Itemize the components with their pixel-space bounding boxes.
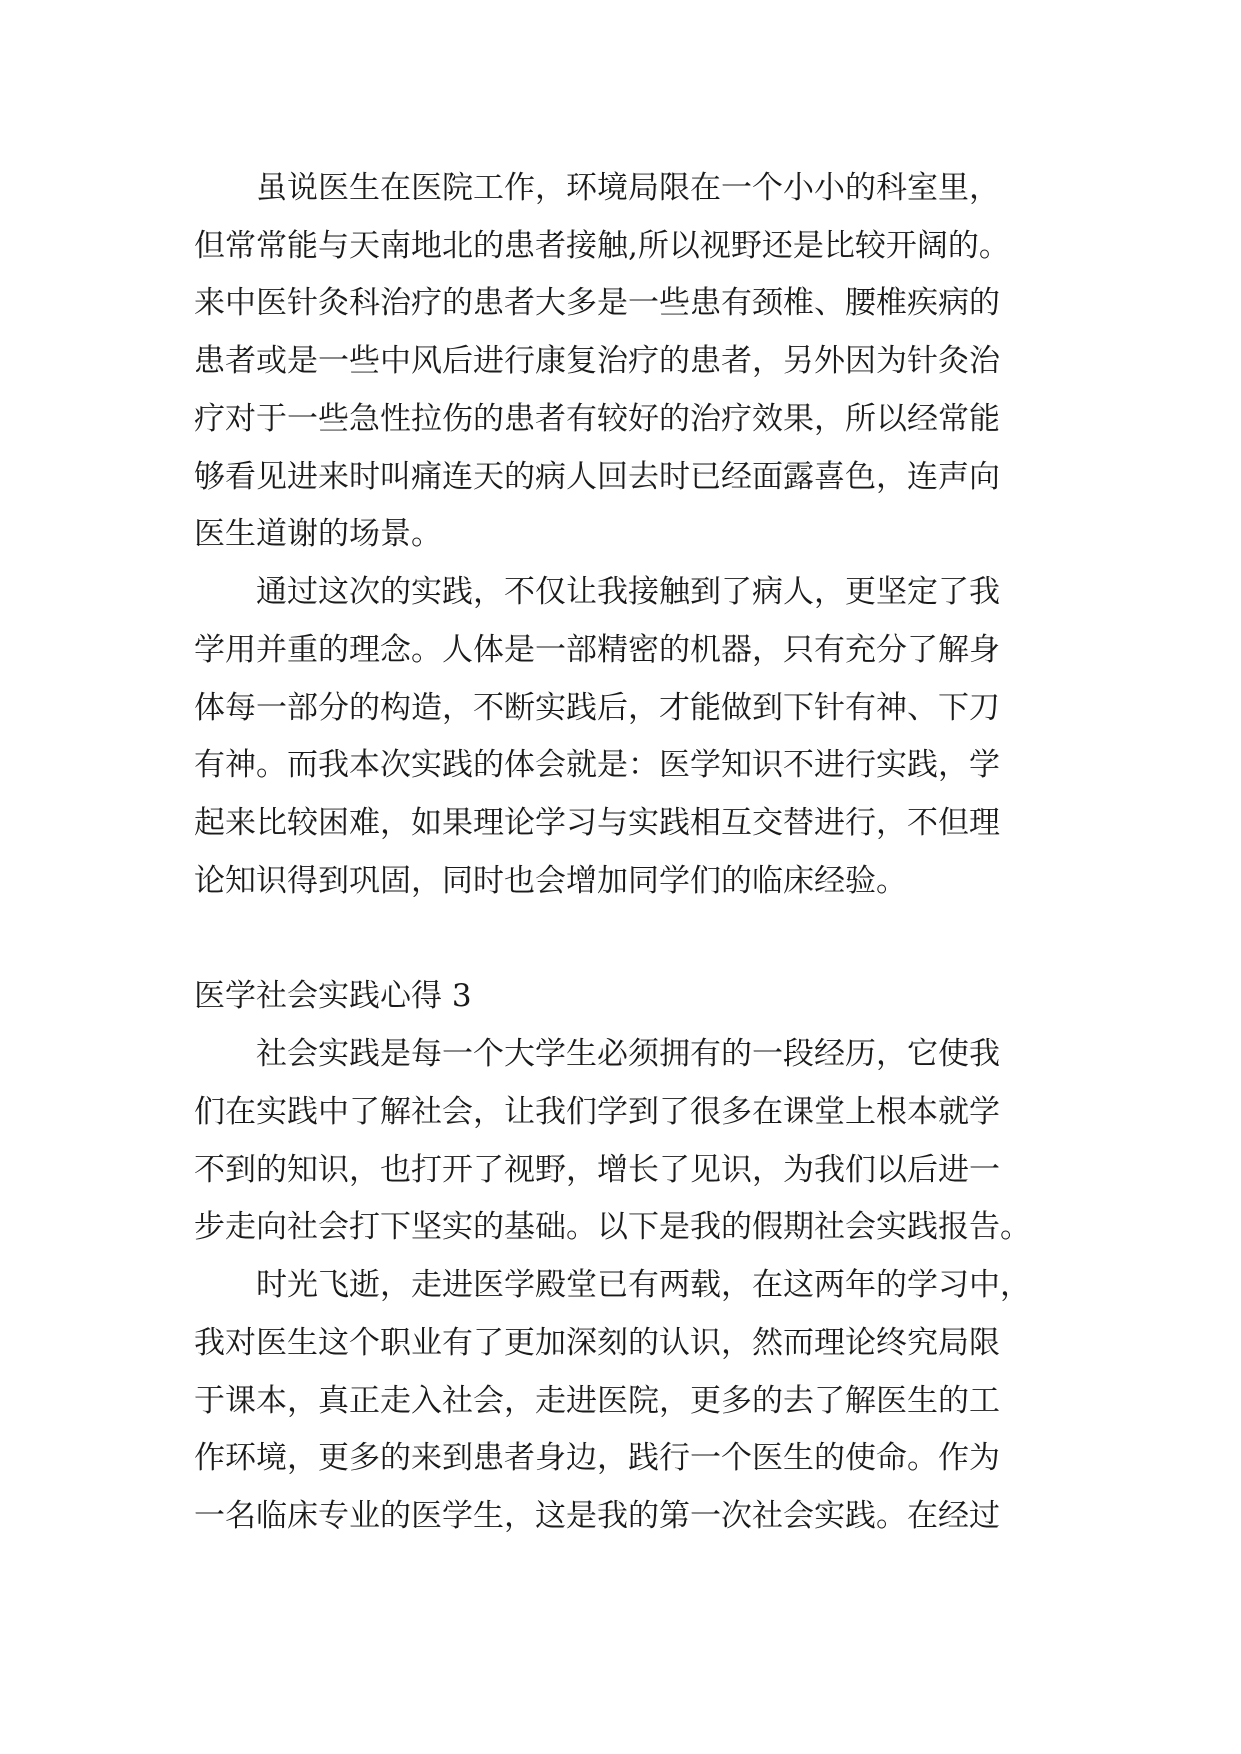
paragraph-1-line-3: 来中医针灸科治疗的患者大多是一些患有颈椎、腰椎疾病的 xyxy=(194,285,1000,321)
paragraph-2-line-5: 起来比较困难，如果理论学习与实践相互交替进行，不但理 xyxy=(194,805,1000,841)
paragraph-1-line-2: 但常常能与天南地北的患者接触,所以视野还是比较开阔的。 xyxy=(194,228,1010,264)
paragraph-4-line-3: 于课本，真正走入社会，走进医院，更多的去了解医生的工 xyxy=(194,1383,1000,1419)
paragraph-3-line-1: 社会实践是每一个大学生必须拥有的一段经历，它使我 xyxy=(256,1036,1000,1072)
paragraph-3-line-2: 们在实践中了解社会，让我们学到了很多在课堂上根本就学 xyxy=(194,1094,1000,1130)
paragraph-4-line-4: 作环境，更多的来到患者身边，践行一个医生的使命。作为 xyxy=(194,1440,1000,1476)
paragraph-1-line-7: 医生道谢的场景。 xyxy=(194,516,442,552)
paragraph-4-line-2: 我对医生这个职业有了更加深刻的认识，然而理论终究局限 xyxy=(194,1325,1000,1361)
paragraph-3-line-4: 步走向社会打下坚实的基础。以下是我的假期社会实践报告。 xyxy=(194,1209,1031,1245)
paragraph-1-line-5: 疗对于一些急性拉伤的患者有较好的治疗效果，所以经常能 xyxy=(194,401,1000,437)
paragraph-2-line-1: 通过这次的实践，不仅让我接触到了病人，更坚定了我 xyxy=(256,574,1000,610)
paragraph-3-line-3: 不到的知识，也打开了视野，增长了见识，为我们以后进一 xyxy=(194,1152,1000,1188)
paragraph-2-line-3: 体每一部分的构造，不断实践后，才能做到下针有神、下刀 xyxy=(194,690,1000,726)
section-title: 医学社会实践心得 3 xyxy=(194,978,472,1014)
paragraph-2-line-4: 有神。而我本次实践的体会就是：医学知识不进行实践，学 xyxy=(194,747,1000,783)
paragraph-1-line-6: 够看见进来时叫痛连天的病人回去时已经面露喜色，连声向 xyxy=(194,459,1000,495)
paragraph-2-line-2: 学用并重的理念。人体是一部精密的机器，只有充分了解身 xyxy=(194,632,1000,668)
paragraph-1-line-4: 患者或是一些中风后进行康复治疗的患者，另外因为针灸治 xyxy=(194,343,1000,379)
paragraph-4-line-1: 时光飞逝，走进医学殿堂已有两载，在这两年的学习中， xyxy=(256,1267,1031,1303)
paragraph-2-line-6: 论知识得到巩固，同时也会增加同学们的临床经验。 xyxy=(194,863,907,899)
paragraph-1-line-1: 虽说医生在医院工作，环境局限在一个小小的科室里， xyxy=(256,170,1000,206)
paragraph-4-line-5: 一名临床专业的医学生，这是我的第一次社会实践。在经过 xyxy=(194,1498,1000,1534)
